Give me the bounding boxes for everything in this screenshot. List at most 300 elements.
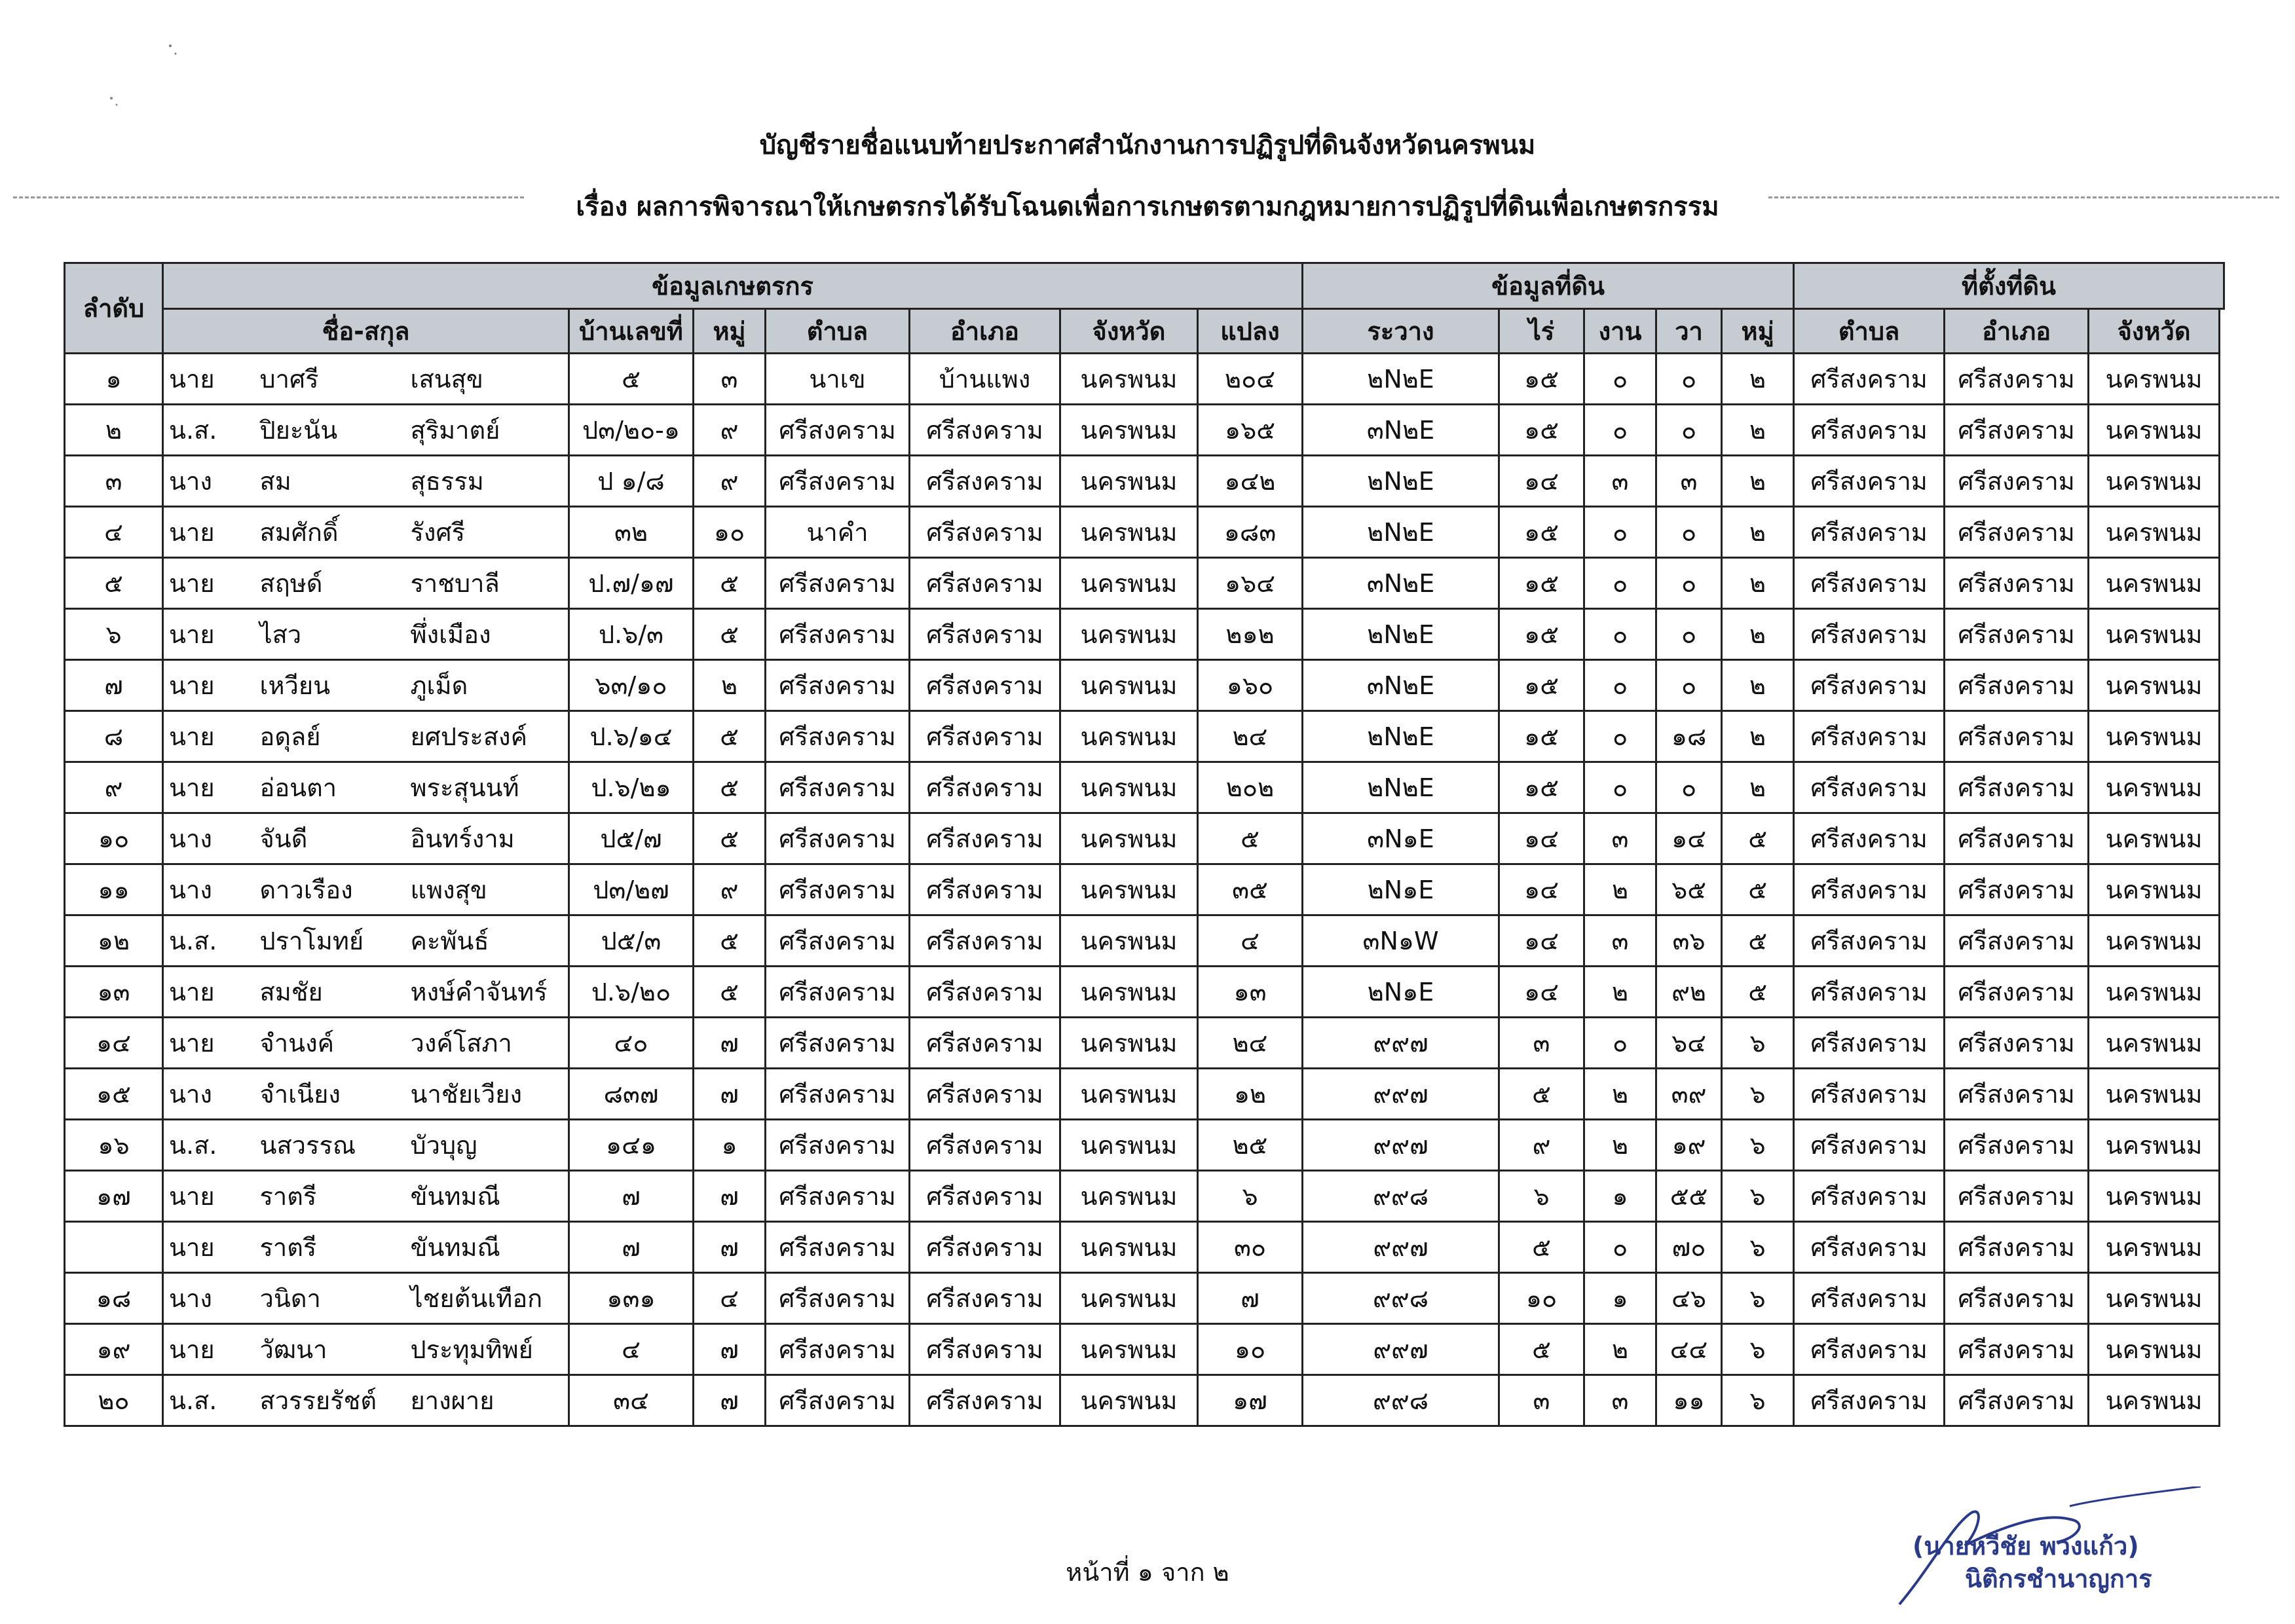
row-amphoe: ศรีสงคราม (910, 915, 1060, 967)
row-ngan: ๒ (1584, 967, 1656, 1018)
document-subtitle: เรื่อง ผลการพิจารณาให้เกษตรกรได้รับโฉนดเพื่อการเกษตรตามกฎหมายการปฏิรูปที่ดินเพื่อเกษตรกรรม (576, 192, 1719, 222)
row-province: นครพนม (1060, 1273, 1198, 1324)
row-house-no: ป ๑/๘ (569, 456, 694, 507)
row-wa: ๐ (1656, 507, 1722, 558)
row-ngan: ๑ (1584, 1171, 1656, 1222)
row-wa: ๓ (1656, 456, 1722, 507)
row-rai: ๑๔ (1499, 915, 1584, 967)
row-rai: ๕ (1499, 1324, 1584, 1375)
row-no: ๘ (65, 711, 163, 762)
row-wa: ๑๙ (1656, 1120, 1722, 1171)
row-wa: ๐ (1656, 762, 1722, 813)
row-sheet: ๙๙๗ (1303, 1120, 1499, 1171)
row-last-name: ภูเม็ด (405, 660, 569, 711)
row-plot: ๒๔ (1198, 1018, 1303, 1069)
row-plot: ๒๑๒ (1198, 609, 1303, 660)
row-house-no: ๘๓๗ (569, 1069, 694, 1120)
row-sheet: ๒N๒E (1303, 456, 1499, 507)
table-row (65, 1120, 2224, 1171)
row-tambon: ศรีสงคราม (766, 1324, 910, 1375)
header-wa: วา (1656, 309, 1722, 354)
header-plot: แปลง (1198, 309, 1303, 354)
row-plot: ๒๐๒ (1198, 762, 1303, 813)
row-loc-province: นครพนม (2089, 864, 2220, 915)
row-last-name: พระสุนนท์ (405, 762, 569, 813)
row-plot: ๑๖๐ (1198, 660, 1303, 711)
header-loc-amphoe: อำเภอ (1945, 309, 2089, 354)
row-prefix: นาย (163, 660, 255, 711)
row-loc-moo: ๖ (1722, 1018, 1794, 1069)
row-loc-tambon: ศรีสงคราม (1794, 507, 1945, 558)
row-loc-province: นครพนม (2089, 660, 2220, 711)
row-sheet: ๒N๒E (1303, 354, 1499, 405)
row-wa: ๑๑ (1656, 1375, 1722, 1426)
row-house-no: ป.๖/๓ (569, 609, 694, 660)
row-plot: ๒๔ (1198, 711, 1303, 762)
row-amphoe: ศรีสงคราม (910, 864, 1060, 915)
row-sheet: ๙๙๘ (1303, 1273, 1499, 1324)
row-plot: ๔ (1198, 915, 1303, 967)
row-province: นครพนม (1060, 507, 1198, 558)
row-house-no: ๓๒ (569, 507, 694, 558)
row-rai: ๑๐ (1499, 1273, 1584, 1324)
row-moo: ๕ (694, 711, 766, 762)
row-first-name: ราตรี (255, 1222, 405, 1273)
row-rai: ๓ (1499, 1375, 1584, 1426)
table-row (65, 558, 2224, 609)
row-sheet: ๙๙๘ (1303, 1171, 1499, 1222)
row-prefix: นาย (163, 609, 255, 660)
row-plot: ๓๕ (1198, 864, 1303, 915)
row-prefix: นาย (163, 711, 255, 762)
row-sheet: ๓N๒E (1303, 660, 1499, 711)
row-prefix: นาง (163, 1273, 255, 1324)
row-rai: ๑๕ (1499, 405, 1584, 456)
row-no: ๑๗ (65, 1171, 163, 1222)
row-moo: ๕ (694, 915, 766, 967)
row-loc-amphoe: ศรีสงคราม (1945, 1069, 2089, 1120)
row-sheet: ๓N๑W (1303, 915, 1499, 967)
row-moo: ๗ (694, 1324, 766, 1375)
row-amphoe: ศรีสงคราม (910, 1018, 1060, 1069)
row-wa: ๙๒ (1656, 967, 1722, 1018)
row-no: ๑๓ (65, 967, 163, 1018)
row-tambon: ศรีสงคราม (766, 660, 910, 711)
row-amphoe: ศรีสงคราม (910, 609, 1060, 660)
row-wa: ๐ (1656, 405, 1722, 456)
row-moo: ๗ (694, 1222, 766, 1273)
row-loc-moo: ๖ (1722, 1171, 1794, 1222)
table-row (65, 813, 2224, 864)
row-loc-province: นครพนม (2089, 1171, 2220, 1222)
row-loc-amphoe: ศรีสงคราม (1945, 507, 2089, 558)
row-sheet: ๒N๑E (1303, 864, 1499, 915)
row-plot: ๕ (1198, 813, 1303, 864)
row-plot: ๖ (1198, 1171, 1303, 1222)
table-row (65, 1171, 2224, 1222)
row-loc-moo: ๖ (1722, 1273, 1794, 1324)
row-rai: ๑๔ (1499, 967, 1584, 1018)
row-wa: ๖๔ (1656, 1018, 1722, 1069)
row-moo: ๒ (694, 660, 766, 711)
row-prefix: น.ส. (163, 1120, 255, 1171)
row-amphoe: ศรีสงคราม (910, 456, 1060, 507)
row-loc-tambon: ศรีสงคราม (1794, 813, 1945, 864)
row-amphoe: ศรีสงคราม (910, 711, 1060, 762)
row-tambon: ศรีสงคราม (766, 711, 910, 762)
row-loc-moo: ๒ (1722, 507, 1794, 558)
row-plot: ๑๖๔ (1198, 558, 1303, 609)
row-prefix: นาง (163, 813, 255, 864)
row-loc-tambon: ศรีสงคราม (1794, 1222, 1945, 1273)
row-ngan: ๓ (1584, 813, 1656, 864)
row-loc-tambon: ศรีสงคราม (1794, 864, 1945, 915)
row-amphoe: ศรีสงคราม (910, 813, 1060, 864)
table-body (65, 354, 2224, 1426)
row-sheet: ๒N๒E (1303, 609, 1499, 660)
page-number: หน้าที่ ๑ จาก ๒ (1066, 1558, 1229, 1587)
row-loc-moo: ๒ (1722, 405, 1794, 456)
row-plot: ๑๔๒ (1198, 456, 1303, 507)
row-loc-province: นครพนม (2089, 354, 2220, 405)
row-moo: ๙ (694, 864, 766, 915)
row-loc-amphoe: ศรีสงคราม (1945, 558, 2089, 609)
row-moo: ๙ (694, 405, 766, 456)
row-sheet: ๙๙๘ (1303, 1375, 1499, 1426)
table-row (65, 609, 2224, 660)
row-loc-tambon: ศรีสงคราม (1794, 1171, 1945, 1222)
header-house-no: บ้านเลขที่ (569, 309, 694, 354)
row-sheet: ๓N๑E (1303, 813, 1499, 864)
row-province: นครพนม (1060, 1120, 1198, 1171)
table-row (65, 1324, 2224, 1375)
row-rai: ๖ (1499, 1171, 1584, 1222)
row-first-name: วัฒนา (255, 1324, 405, 1375)
row-province: นครพนม (1060, 1324, 1198, 1375)
row-rai: ๑๔ (1499, 864, 1584, 915)
row-ngan: ๒ (1584, 864, 1656, 915)
row-first-name: วนิดา (255, 1273, 405, 1324)
table-row (65, 762, 2224, 813)
row-house-no: ป.๖/๒๑ (569, 762, 694, 813)
row-province: นครพนม (1060, 1222, 1198, 1273)
row-first-name: ปิยะนัน (255, 405, 405, 456)
row-amphoe: ศรีสงคราม (910, 1375, 1060, 1426)
row-last-name: บัวบุญ (405, 1120, 569, 1171)
row-loc-amphoe: ศรีสงคราม (1945, 813, 2089, 864)
row-loc-tambon: ศรีสงคราม (1794, 660, 1945, 711)
row-no: ๙ (65, 762, 163, 813)
row-tambon: ศรีสงคราม (766, 609, 910, 660)
row-tambon: ศรีสงคราม (766, 558, 910, 609)
table-row (65, 1375, 2224, 1426)
row-no: ๒๐ (65, 1375, 163, 1426)
header-loc-tambon: ตำบล (1794, 309, 1945, 354)
row-ngan: ๐ (1584, 507, 1656, 558)
row-wa: ๐ (1656, 660, 1722, 711)
row-loc-moo: ๕ (1722, 813, 1794, 864)
row-sheet: ๒N๑E (1303, 967, 1499, 1018)
table-row (65, 456, 2224, 507)
row-loc-amphoe: ศรีสงคราม (1945, 1120, 2089, 1171)
row-loc-amphoe: ศรีสงคราม (1945, 456, 2089, 507)
row-plot: ๒๐๔ (1198, 354, 1303, 405)
row-loc-province: นครพนม (2089, 1375, 2220, 1426)
row-house-no: ๗ (569, 1171, 694, 1222)
signer-position: นิติกรชำนาญการ (1965, 1564, 2152, 1593)
header-amphoe: อำเภอ (910, 309, 1060, 354)
row-loc-tambon: ศรีสงคราม (1794, 1375, 1945, 1426)
row-loc-province: นครพนม (2089, 1069, 2220, 1120)
scan-specks (98, 26, 177, 120)
row-house-no: ๗ (569, 1222, 694, 1273)
row-rai: ๑๔ (1499, 813, 1584, 864)
row-ngan: ๐ (1584, 609, 1656, 660)
row-plot: ๑๗ (1198, 1375, 1303, 1426)
signer-name: (นายหวีชัย พวงแก้ว) (1912, 1532, 2139, 1560)
row-amphoe: ศรีสงคราม (910, 967, 1060, 1018)
row-first-name: สมศักดิ์ (255, 507, 405, 558)
row-moo: ๔ (694, 1273, 766, 1324)
row-first-name: ปราโมทย์ (255, 915, 405, 967)
row-no: ๓ (65, 456, 163, 507)
row-loc-amphoe: ศรีสงคราม (1945, 762, 2089, 813)
row-last-name: พึ่งเมือง (405, 609, 569, 660)
row-no: ๑๒ (65, 915, 163, 967)
row-tambon: ศรีสงคราม (766, 1375, 910, 1426)
header-name: ชื่อ-สกุล (163, 309, 569, 354)
row-no: ๑๑ (65, 864, 163, 915)
row-loc-tambon: ศรีสงคราม (1794, 354, 1945, 405)
row-loc-province: นครพนม (2089, 1273, 2220, 1324)
row-plot: ๗ (1198, 1273, 1303, 1324)
row-tambon: ศรีสงคราม (766, 405, 910, 456)
farmer-land-table (64, 262, 2225, 1427)
row-prefix: นาง (163, 1069, 255, 1120)
row-loc-tambon: ศรีสงคราม (1794, 558, 1945, 609)
row-house-no: ป.๗/๑๗ (569, 558, 694, 609)
row-province: นครพนม (1060, 1171, 1198, 1222)
row-tambon: ศรีสงคราม (766, 1120, 910, 1171)
row-wa: ๖๕ (1656, 864, 1722, 915)
row-rai: ๑๕ (1499, 609, 1584, 660)
row-prefix: นาย (163, 762, 255, 813)
table-row (65, 507, 2224, 558)
row-wa: ๔๔ (1656, 1324, 1722, 1375)
row-sheet: ๙๙๗ (1303, 1222, 1499, 1273)
row-loc-province: นครพนม (2089, 1120, 2220, 1171)
row-loc-tambon: ศรีสงคราม (1794, 967, 1945, 1018)
row-last-name: สุธรรม (405, 456, 569, 507)
row-loc-moo: ๖ (1722, 1375, 1794, 1426)
row-wa: ๑๔ (1656, 813, 1722, 864)
row-house-no: ๑๓๑ (569, 1273, 694, 1324)
row-amphoe: ศรีสงคราม (910, 558, 1060, 609)
row-rai: ๑๕ (1499, 660, 1584, 711)
row-loc-amphoe: ศรีสงคราม (1945, 711, 2089, 762)
row-rai: ๑๕ (1499, 354, 1584, 405)
row-house-no: ป.๖/๒๐ (569, 967, 694, 1018)
row-first-name: สฤษด์ (255, 558, 405, 609)
row-loc-tambon: ศรีสงคราม (1794, 609, 1945, 660)
row-amphoe: ศรีสงคราม (910, 660, 1060, 711)
table-row (65, 1018, 2224, 1069)
row-wa: ๓๙ (1656, 1069, 1722, 1120)
row-province: นครพนม (1060, 405, 1198, 456)
row-first-name: ดาวเรือง (255, 864, 405, 915)
row-prefix: นาง (163, 456, 255, 507)
row-loc-amphoe: ศรีสงคราม (1945, 1222, 2089, 1273)
row-no: ๕ (65, 558, 163, 609)
row-house-no: ๑๔๑ (569, 1120, 694, 1171)
row-province: นครพนม (1060, 864, 1198, 915)
row-province: นครพนม (1060, 813, 1198, 864)
row-house-no: ๔ (569, 1324, 694, 1375)
row-wa: ๐ (1656, 609, 1722, 660)
row-sheet: ๓N๒E (1303, 405, 1499, 456)
row-loc-amphoe: ศรีสงคราม (1945, 915, 2089, 967)
document-title: บัญชีรายชื่อแนบท้ายประกาศสำนักงานการปฏิรูปที่ดินจังหวัดนครพนม (759, 130, 1536, 160)
row-amphoe: ศรีสงคราม (910, 1273, 1060, 1324)
row-sheet: ๒N๒E (1303, 762, 1499, 813)
table-row (65, 405, 2224, 456)
row-ngan: ๓ (1584, 915, 1656, 967)
row-loc-moo: ๒ (1722, 558, 1794, 609)
row-wa: ๐ (1656, 354, 1722, 405)
row-prefix: นาย (163, 1222, 255, 1273)
row-moo: ๗ (694, 1018, 766, 1069)
row-loc-tambon: ศรีสงคราม (1794, 762, 1945, 813)
row-loc-amphoe: ศรีสงคราม (1945, 660, 2089, 711)
row-province: นครพนม (1060, 1018, 1198, 1069)
header-tambon: ตำบล (766, 309, 910, 354)
row-no: ๒ (65, 405, 163, 456)
table-row (65, 711, 2224, 762)
row-province: นครพนม (1060, 711, 1198, 762)
row-last-name: ยศประสงค์ (405, 711, 569, 762)
row-last-name: ขันทมณี (405, 1222, 569, 1273)
row-loc-province: นครพนม (2089, 915, 2220, 967)
row-rai: ๕ (1499, 1069, 1584, 1120)
row-amphoe: ศรีสงคราม (910, 1171, 1060, 1222)
row-sheet: ๙๙๗ (1303, 1069, 1499, 1120)
row-moo: ๙ (694, 456, 766, 507)
row-loc-moo: ๒ (1722, 660, 1794, 711)
row-moo: ๗ (694, 1171, 766, 1222)
row-plot: ๒๕ (1198, 1120, 1303, 1171)
row-loc-province: นครพนม (2089, 967, 2220, 1018)
row-moo: ๕ (694, 762, 766, 813)
row-wa: ๔๖ (1656, 1273, 1722, 1324)
row-no: ๑๘ (65, 1273, 163, 1324)
row-amphoe: ศรีสงคราม (910, 507, 1060, 558)
row-rai: ๓ (1499, 1018, 1584, 1069)
row-house-no: ๖๓/๑๐ (569, 660, 694, 711)
row-loc-amphoe: ศรีสงคราม (1945, 354, 2089, 405)
row-loc-moo: ๖ (1722, 1120, 1794, 1171)
row-loc-province: นครพนม (2089, 456, 2220, 507)
row-last-name: เสนสุข (405, 354, 569, 405)
row-loc-province: นครพนม (2089, 762, 2220, 813)
row-first-name: สม (255, 456, 405, 507)
header-ngan: งาน (1584, 309, 1656, 354)
row-house-no: ป๓/๒๗ (569, 864, 694, 915)
row-tambon: ศรีสงคราม (766, 1273, 910, 1324)
row-ngan: ๒ (1584, 1120, 1656, 1171)
row-loc-amphoe: ศรีสงคราม (1945, 1273, 2089, 1324)
row-loc-province: นครพนม (2089, 711, 2220, 762)
table-row (65, 967, 2224, 1018)
row-first-name: จันดี (255, 813, 405, 864)
row-moo: ๕ (694, 609, 766, 660)
row-moo: ๕ (694, 558, 766, 609)
row-loc-province: นครพนม (2089, 507, 2220, 558)
row-no: ๑๐ (65, 813, 163, 864)
row-loc-moo: ๒ (1722, 456, 1794, 507)
header-land-location: ที่ตั้งที่ดิน (1794, 263, 2224, 309)
row-house-no: ป๕/๓ (569, 915, 694, 967)
row-tambon: นาเข (766, 354, 910, 405)
row-prefix: น.ส. (163, 1375, 255, 1426)
row-house-no: ป.๖/๑๔ (569, 711, 694, 762)
row-loc-moo: ๖ (1722, 1324, 1794, 1375)
row-loc-tambon: ศรีสงคราม (1794, 1069, 1945, 1120)
row-prefix: นาง (163, 864, 255, 915)
row-loc-amphoe: ศรีสงคราม (1945, 1018, 2089, 1069)
row-loc-moo: ๕ (1722, 967, 1794, 1018)
row-province: นครพนม (1060, 967, 1198, 1018)
row-tambon: ศรีสงคราม (766, 1171, 910, 1222)
row-no: ๑ (65, 354, 163, 405)
row-last-name: ราชบาลี (405, 558, 569, 609)
row-first-name: อดุลย์ (255, 711, 405, 762)
row-house-no: ๓๔ (569, 1375, 694, 1426)
row-loc-moo: ๕ (1722, 864, 1794, 915)
row-wa: ๓๖ (1656, 915, 1722, 967)
row-plot: ๑๖๕ (1198, 405, 1303, 456)
row-prefix: น.ส. (163, 405, 255, 456)
row-rai: ๑๕ (1499, 711, 1584, 762)
row-ngan: ๐ (1584, 405, 1656, 456)
row-ngan: ๐ (1584, 711, 1656, 762)
row-wa: ๗๐ (1656, 1222, 1722, 1273)
table-row (65, 1273, 2224, 1324)
row-last-name: ประทุมทิพย์ (405, 1324, 569, 1375)
row-loc-province: นครพนม (2089, 1222, 2220, 1273)
row-tambon: ศรีสงคราม (766, 1069, 910, 1120)
row-amphoe: ศรีสงคราม (910, 1069, 1060, 1120)
row-loc-province: นครพนม (2089, 609, 2220, 660)
row-last-name: ขันทมณี (405, 1171, 569, 1222)
row-first-name: จำนงค์ (255, 1018, 405, 1069)
row-loc-moo: ๒ (1722, 609, 1794, 660)
row-loc-tambon: ศรีสงคราม (1794, 405, 1945, 456)
row-tambon: ศรีสงคราม (766, 456, 910, 507)
row-sheet: ๙๙๗ (1303, 1324, 1499, 1375)
row-loc-province: นครพนม (2089, 558, 2220, 609)
row-first-name: จำเนียง (255, 1069, 405, 1120)
table-row (65, 864, 2224, 915)
row-first-name: สมชัย (255, 967, 405, 1018)
row-first-name: สวรรยรัชต์ (255, 1375, 405, 1426)
header-loc-moo: หมู่ (1722, 309, 1794, 354)
row-loc-province: นครพนม (2089, 405, 2220, 456)
row-first-name: นสวรรณ (255, 1120, 405, 1171)
row-ngan: ๒ (1584, 1324, 1656, 1375)
row-last-name: แพงสุข (405, 864, 569, 915)
row-wa: ๑๘ (1656, 711, 1722, 762)
row-loc-moo: ๒ (1722, 354, 1794, 405)
